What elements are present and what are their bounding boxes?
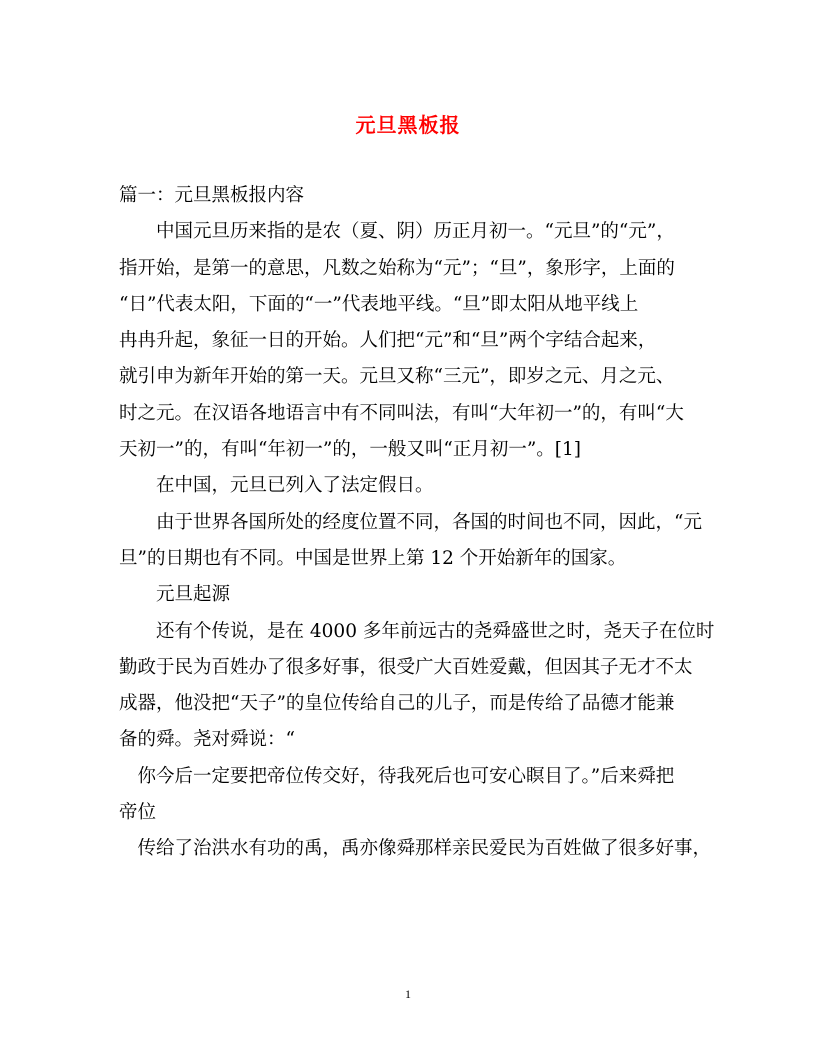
page-number: 1 — [405, 987, 411, 1001]
paragraph-line: 勤政于民为百姓办了很多好事，很受广大百姓爱戴，但因其子无才不太 — [119, 656, 693, 678]
paragraph-line: 由于世界各国所处的经度位置不同，各国的时间也不同，因此，“元 — [119, 511, 702, 533]
paragraph-line: 冉冉升起，象征一日的开始。人们把“元”和“旦”两个字结合起来， — [119, 330, 657, 352]
subsection-heading: 元旦起源 — [119, 584, 231, 606]
paragraph-line: 成器，他没把“天子”的皇位传给自己的儿子，而是传给了品德才能兼 — [119, 693, 675, 715]
document-body — [119, 178, 715, 868]
paragraph-line: 帝位 — [119, 802, 157, 824]
paragraph-line: 中国元旦历来指的是农（夏、阴）历正月初一。“元旦”的“元”， — [119, 221, 675, 243]
paragraph-line: 传给了治洪水有功的禹，禹亦像舜那样亲民爱民为百姓做了很多好事， — [119, 838, 712, 860]
paragraph-line: 还有个传说，是在 4000 多年前远古的尧舜盛世之时，尧天子在位时 — [119, 620, 715, 642]
paragraph-line: 就引申为新年开始的第一天。元旦又称“三元”，即岁之元、月之元、 — [119, 366, 675, 388]
paragraph-line: 备的舜。尧对舜说：“ — [119, 729, 295, 751]
paragraph-line: 在中国，元旦已列入了法定假日。 — [119, 475, 434, 497]
paragraph-line: 指开始，是第一的意思，凡数之始称为“元”；“旦”，象形字，上面的 — [119, 257, 675, 279]
paragraph-line: 你今后一定要把帝位传交好，待我死后也可安心瞑目了。”后来舜把 — [119, 765, 675, 787]
paragraph-line: 旦”的日期也有不同。中国是世界上第 12 个开始新年的国家。 — [119, 547, 627, 569]
document-title: 元旦黑板报 — [355, 113, 461, 137]
paragraph-line: “日”代表太阳，下面的“一”代表地平线。“旦”即太阳从地平线上 — [119, 293, 639, 315]
paragraph-line: 天初一”的，有叫“年初一”的，一般又叫“正月初一”。[1] — [119, 439, 581, 461]
paragraph-line: 时之元。在汉语各地语言中有不同叫法，有叫“大年初一”的，有叫“大 — [119, 402, 684, 424]
section-heading: 篇一：元旦黑板报内容 — [119, 185, 305, 206]
